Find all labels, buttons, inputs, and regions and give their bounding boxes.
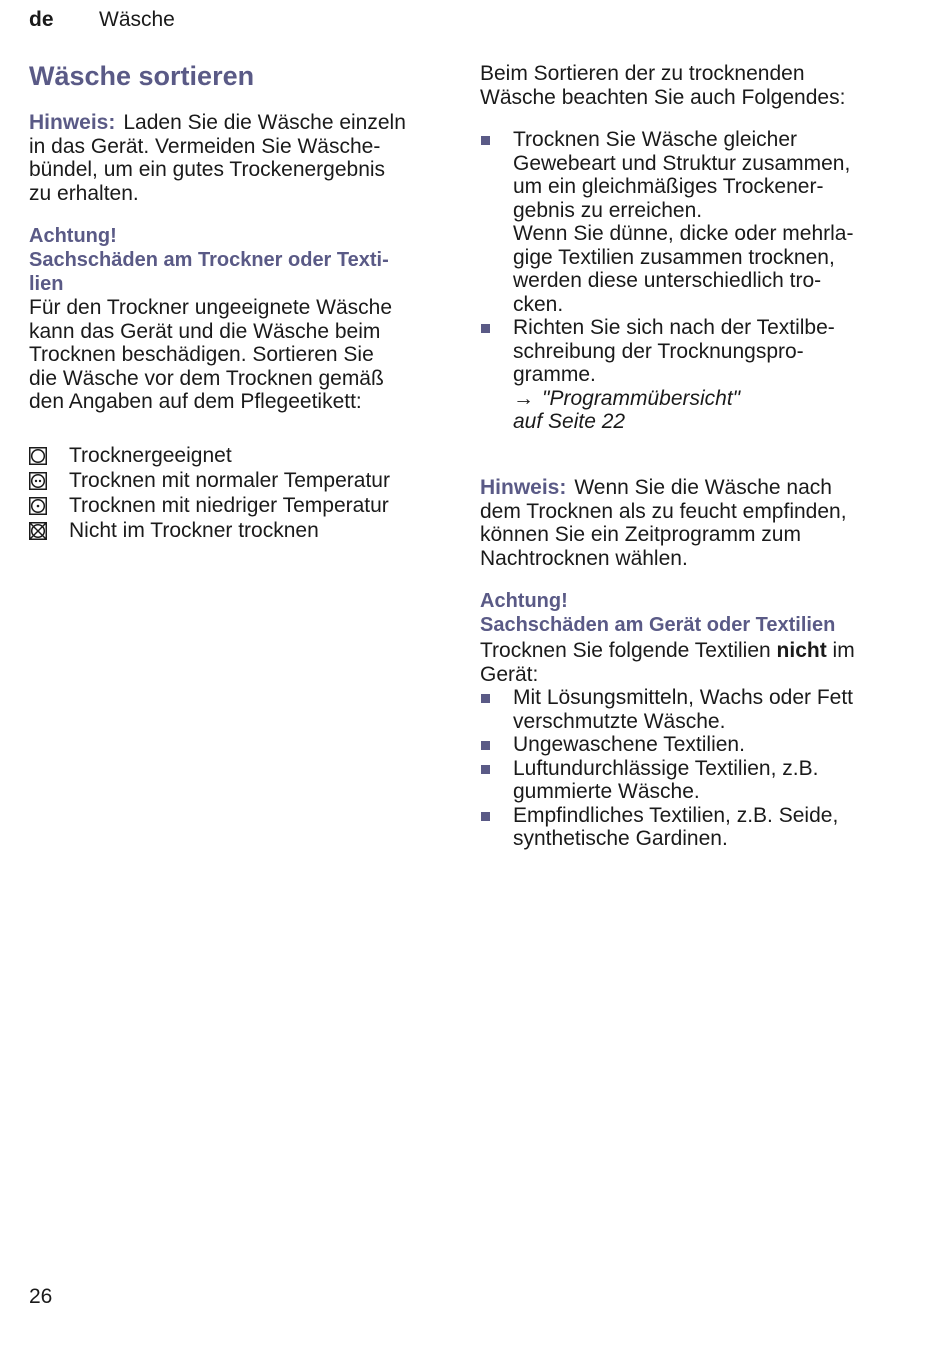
care-symbol-label: Trocknergeeignet — [69, 444, 232, 467]
list-item: Mit Lösungsmitteln, Wachs oder Fett verschmutzte Wäsche. — [480, 686, 900, 733]
care-symbol-row — [29, 518, 444, 543]
note-label: Hinweis: — [480, 476, 567, 499]
page-title: Wäsche sortieren — [29, 61, 255, 91]
note-box — [29, 111, 444, 205]
warning-line-3: Trocknen beschädigen. Sortieren Sie — [29, 343, 374, 366]
warning-box — [480, 589, 900, 851]
care-symbol-label: Trocknen mit niedriger Temperatur — [69, 494, 389, 517]
note-line-2: dem Trocknen als zu feucht empfinden, — [480, 499, 847, 523]
care-symbol-row — [29, 493, 444, 518]
warning-heading: Achtung! — [29, 225, 117, 247]
care-symbol-label: Trocknen mit normaler Temperatur — [69, 469, 390, 492]
section-title: Wäsche — [99, 8, 175, 31]
note-line-1: Hinweis: Laden Sie die Wäsche einzeln — [29, 111, 406, 134]
warning-text: Trocknen Sie folgende Textilien nicht im — [480, 639, 855, 662]
list-item: Richten Sie sich nach der Textilbe- schreibung der Trocknungspro- gramme. → "Programmübersicht" auf Seite 22 — [480, 316, 900, 434]
care-symbol-row — [29, 468, 444, 493]
warning-box — [29, 224, 444, 414]
intro-text: Beim Sortieren der zu trocknenden Wäsche beachten Sie auch Folgendes: — [480, 62, 846, 109]
list-item: Luftundurchlässige Textilien, z.B. gummierte Wäsche. — [480, 757, 900, 804]
note-line-3: bündel, um ein gutes Trockenergebnis — [29, 158, 386, 181]
note-line-4: Nachtrocknen wählen. — [480, 546, 688, 570]
note-line-3: können Sie ein Zeitprogramm zum — [480, 523, 801, 546]
bullet-square-icon — [481, 741, 490, 750]
warning-line-2: kann das Gerät und die Wäsche beim — [29, 319, 381, 343]
care-symbol-row — [29, 443, 444, 468]
note-line-2: in das Gerät. Vermeiden Sie Wäsche- — [29, 134, 381, 158]
warning-subheading: Sachschäden am Gerät oder Textilien — [480, 614, 836, 636]
arrow-right-icon: → — [513, 386, 534, 410]
bullet-square-icon — [481, 324, 490, 333]
warning-text-cont: Gerät: — [480, 662, 539, 686]
warning-line-1: Für den Trockner ungeeignete Wäsche — [29, 296, 393, 319]
warning-heading: Achtung! — [480, 590, 568, 612]
do-not-tumble-dry-icon — [29, 518, 69, 543]
care-symbol-label: Nicht im Trockner trocknen — [69, 519, 319, 542]
care-symbol-list — [29, 443, 444, 543]
bullet-square-icon — [481, 765, 490, 774]
note-label: Hinweis: — [29, 111, 116, 134]
language-code: de — [29, 8, 54, 31]
cross-reference-page[interactable]: auf Seite 22 — [513, 410, 626, 433]
note-line-4: zu erhalten. — [29, 181, 139, 205]
list-item: Ungewaschene Textilien. — [480, 733, 900, 757]
tumble-dry-low-icon — [29, 493, 69, 518]
list-item: Empfindliches Textilien, z.B. Seide, synthetische Gardinen. — [480, 804, 900, 851]
sorting-tips-list — [480, 128, 900, 434]
page-number: 26 — [29, 1285, 53, 1308]
bullet-square-icon — [481, 136, 490, 145]
warning-line-4: die Wäsche vor dem Trocknen gemäß — [29, 366, 384, 390]
emphasis-not: nicht — [776, 639, 827, 662]
warning-subheading-cont: lien — [29, 273, 64, 295]
cross-reference-link[interactable]: → "Programmübersicht" — [513, 386, 741, 410]
tumble-dry-icon — [29, 443, 69, 468]
tumble-dry-normal-icon — [29, 468, 69, 493]
note-box — [480, 476, 900, 570]
running-header — [29, 8, 175, 32]
note-line-1: Hinweis: Wenn Sie die Wäsche nach — [480, 476, 832, 499]
list-item: Trocknen Sie Wäsche gleicher Gewebeart und Struktur zusammen, um ein gleichmäßiges Trockener- gebnis zu erreichen. Wenn Sie dünne, dicke oder mehrla- gige Textilien zusammen trocknen, werden diese unterschiedlich tro- cken. — [480, 128, 900, 316]
bullet-square-icon — [481, 694, 490, 703]
warning-subheading: Sachschäden am Trockner oder Texti- — [29, 249, 389, 271]
bullet-square-icon — [481, 812, 490, 821]
warning-line-5: den Angaben auf dem Pflegeetikett: — [29, 390, 362, 413]
excluded-textiles-list — [480, 686, 900, 851]
